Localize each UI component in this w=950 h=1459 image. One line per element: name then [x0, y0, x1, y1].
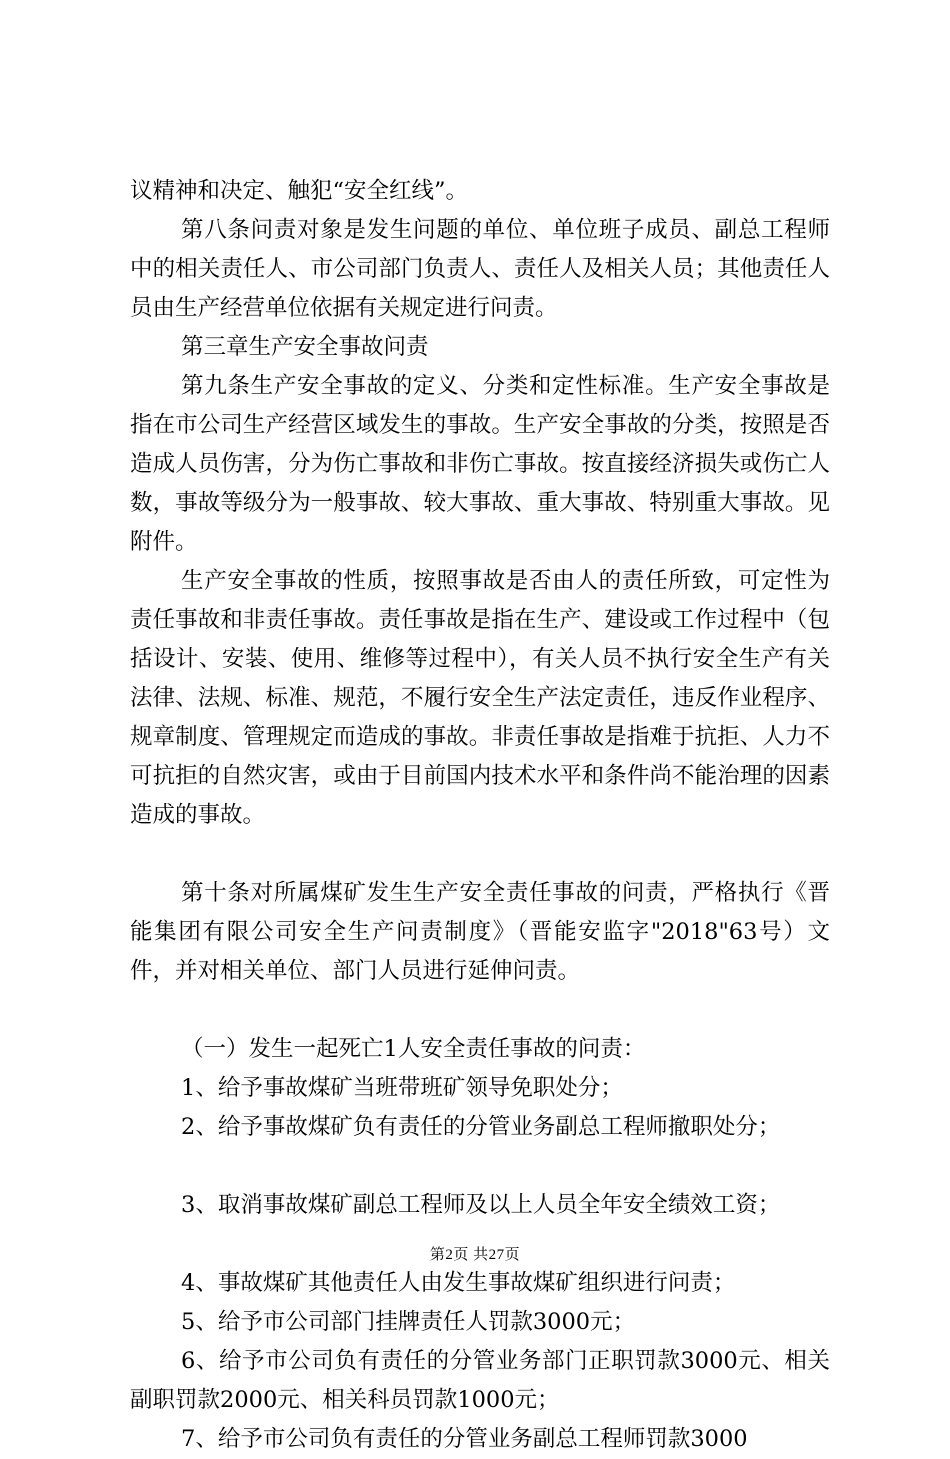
list-item-5: 5、给予市公司部门挂牌责任人罚款3000元；: [181, 1309, 636, 1335]
page-footer: 第2页 共27页: [429, 1247, 521, 1263]
paragraph-article-8: 第八条问责对象是发生问题的单位、单位班子成员、副总工程师中的相关责任人、市公司部门负责人、责任人及相关人员；其他责任人员由生产经营单位依据有关规定进行问责。: [130, 217, 830, 321]
list-item-1: 1、给予事故煤矿当班带班矿领导免职处分；: [181, 1075, 623, 1101]
list-item-7: 7、给予市公司负有责任的分管业务副总工程师罚款3000: [181, 1426, 748, 1452]
chapter-heading: 第三章生产安全事故问责: [181, 334, 429, 360]
paragraph-accident-nature: 生产安全事故的性质，按照事故是否由人的责任所致，可定性为责任事故和非责任事故。责任事故是指在生产、建设或工作过程中（包括设计、安装、使用、维修等过程中），有关人员不执行安全生产有关法律、法规、标准、规范，不履行安全生产法定责任，违反作业程序、规章制度、管理规定而造成的事故。非责任事故是指难于抗拒、人力不可抗拒的自然灾害，或由于目前国内技术水平和条件尚不能治理的因素造成的事故。: [130, 568, 830, 828]
list-heading: （一）发生一起死亡1人安全责任事故的问责：: [181, 1036, 646, 1062]
list-item-4: 4、事故煤矿其他责任人由发生事故煤矿组织进行问责；: [181, 1270, 736, 1296]
document-body: [130, 172, 830, 1459]
paragraph-article-10: 第十条对所属煤矿发生生产安全责任事故的问责，严格执行《晋能集团有限公司安全生产问责制度》（晋能安监字"2018"63号）文件，并对相关单位、部门人员进行延伸问责。: [130, 880, 830, 984]
list-item-3: 3、取消事故煤矿副总工程师及以上人员全年安全绩效工资；: [181, 1192, 781, 1218]
list-item-6: 6、给予市公司负有责任的分管业务部门正职罚款3000元、相关副职罚款2000元、相关科员罚款1000元；: [130, 1348, 830, 1413]
paragraph-continuation: 议精神和决定、触犯“安全红线”。: [130, 178, 469, 204]
paragraph-article-9: 第九条生产安全事故的定义、分类和定性标准。生产安全事故是指在市公司生产经营区域发生的事故。生产安全事故的分类，按照是否造成人员伤害，分为伤亡事故和非伤亡事故。按直接经济损失或伤亡人数，事故等级分为一般事故、较大事故、重大事故、特别重大事故。见附件。: [130, 373, 830, 555]
list-item-2: 2、给予事故煤矿负有责任的分管业务副总工程师撤职处分；: [181, 1114, 781, 1140]
